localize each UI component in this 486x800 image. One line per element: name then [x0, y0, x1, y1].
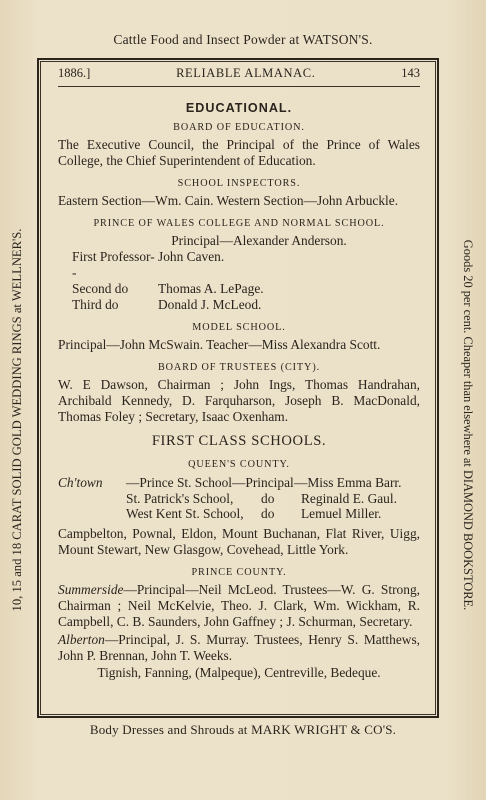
school-name: West Kent St. School, — [126, 506, 244, 521]
right-advertisement: Goods 20 per cent. Cheaper than elsewhere at DIAMOND BOOKSTORE. — [461, 239, 475, 611]
queens-schools-list: Campbelton, Pownal, Eldon, Mount Buchanan, Flat River, Uigg, Mount Stewart, New Glasgow, Covehead, Little York. — [58, 525, 420, 557]
queens-school-row — [58, 491, 420, 507]
running-header — [58, 66, 420, 82]
queens-school-row — [58, 475, 420, 491]
header-rule — [58, 86, 420, 87]
ditto: do — [261, 490, 275, 506]
school-inspectors-text: Eastern Section—Wm. Cain. Western Section—John Arbuckle. — [58, 193, 399, 208]
pwc-staff-row — [58, 297, 420, 313]
staff-role: First Professor-- — [72, 249, 155, 280]
summerside-place: Summerside — [58, 581, 124, 597]
staff-name: Donald J. McLeod. — [158, 297, 262, 312]
summerside-text: —Principal—Neil McLeod. Trustees—W. G. Strong, Chairman ; Neil McKelvie, Theo. J. Clark, Wm. Wickham, R. Campbell, C. B. Saunders, John Gaffney ; J. Schurman, Secretary. — [58, 581, 420, 629]
staff-name: John Caven. — [158, 249, 225, 264]
alberton-place: Alberton — [58, 631, 105, 647]
heading-queens-county: QUEEN'S COUNTY. — [188, 459, 290, 470]
place-name — [58, 491, 126, 507]
principal-name: —Miss Emma Barr. — [294, 475, 402, 490]
bottom-advertisement: Body Dresses and Shrouds at MARK WRIGHT & CO'S. — [89, 722, 397, 737]
header-year: 1886.] — [58, 66, 91, 80]
place-name: Ch'town — [58, 475, 103, 490]
staff-role: Third do — [72, 297, 119, 312]
school-name: —Prince St. School—Principal — [126, 475, 294, 490]
page-content — [58, 66, 420, 681]
place-name — [58, 506, 126, 522]
ditto: do — [261, 506, 275, 521]
trustees-text: W. E Dawson, Chairman ; John Ings, Thomas Handrahan, Archibald Kennedy, D. Farquharson, Joseph B. MacDonald, Thomas Foley ; Secretary, Isaac Oxenham. — [58, 377, 420, 424]
heading-board-of-trustees: BOARD OF TRUSTEES (CITY). — [157, 362, 321, 373]
section-title-first-class-schools: FIRST CLASS SCHOOLS. — [151, 433, 327, 449]
pwc-principal: Principal—Alexander Anderson. — [171, 233, 347, 248]
principal-name: Lemuel Miller. — [301, 506, 382, 521]
left-advertisement: 10, 15 and 18 CARAT SOLID GOLD WEDDING RINGS at WELLNER'S. — [10, 228, 24, 612]
summerside-entry — [58, 582, 420, 630]
model-school-text: Principal—John McSwain. Teacher—Miss Alexandra Scott. — [58, 337, 381, 352]
alberton-entry — [58, 632, 420, 664]
staff-role: Second do — [72, 281, 129, 296]
school-name: St. Patrick's School, — [126, 490, 234, 506]
tignish-list: Tignish, Fanning, (Malpeque), Centreville, Bedeque. — [97, 664, 381, 680]
heading-prince-of-wales-college: PRINCE OF WALES COLLEGE AND NORMAL SCHOOL. — [93, 218, 385, 229]
queens-school-row — [58, 506, 420, 522]
section-title-educational: EDUCATIONAL. — [185, 101, 293, 115]
top-advertisement: Cattle Food and Insect Powder at WATSON'S. — [113, 32, 373, 47]
header-title: RELIABLE ALMANAC. — [176, 66, 316, 80]
pwc-staff-row — [58, 249, 420, 281]
header-page-number: 143 — [401, 66, 420, 80]
heading-prince-county: PRINCE COUNTY. — [191, 566, 287, 578]
board-of-education-text: The Executive Council, the Principal of the Prince of Wales College, the Chief Superintendent of Education. — [58, 137, 420, 168]
heading-model-school: MODEL SCHOOL. — [192, 322, 286, 333]
pwc-staff-row — [58, 281, 420, 297]
principal-name: Reginald E. Gaul. — [301, 490, 397, 506]
heading-board-of-education: BOARD OF EDUCATION. — [173, 122, 305, 133]
staff-name: Thomas A. LePage. — [158, 281, 264, 296]
alberton-text: —Principal, J. S. Murray. Trustees, Henry S. Matthews, John P. Brennan, John T. Weeks. — [58, 631, 420, 663]
heading-school-inspectors: SCHOOL INSPECTORS. — [177, 178, 301, 189]
